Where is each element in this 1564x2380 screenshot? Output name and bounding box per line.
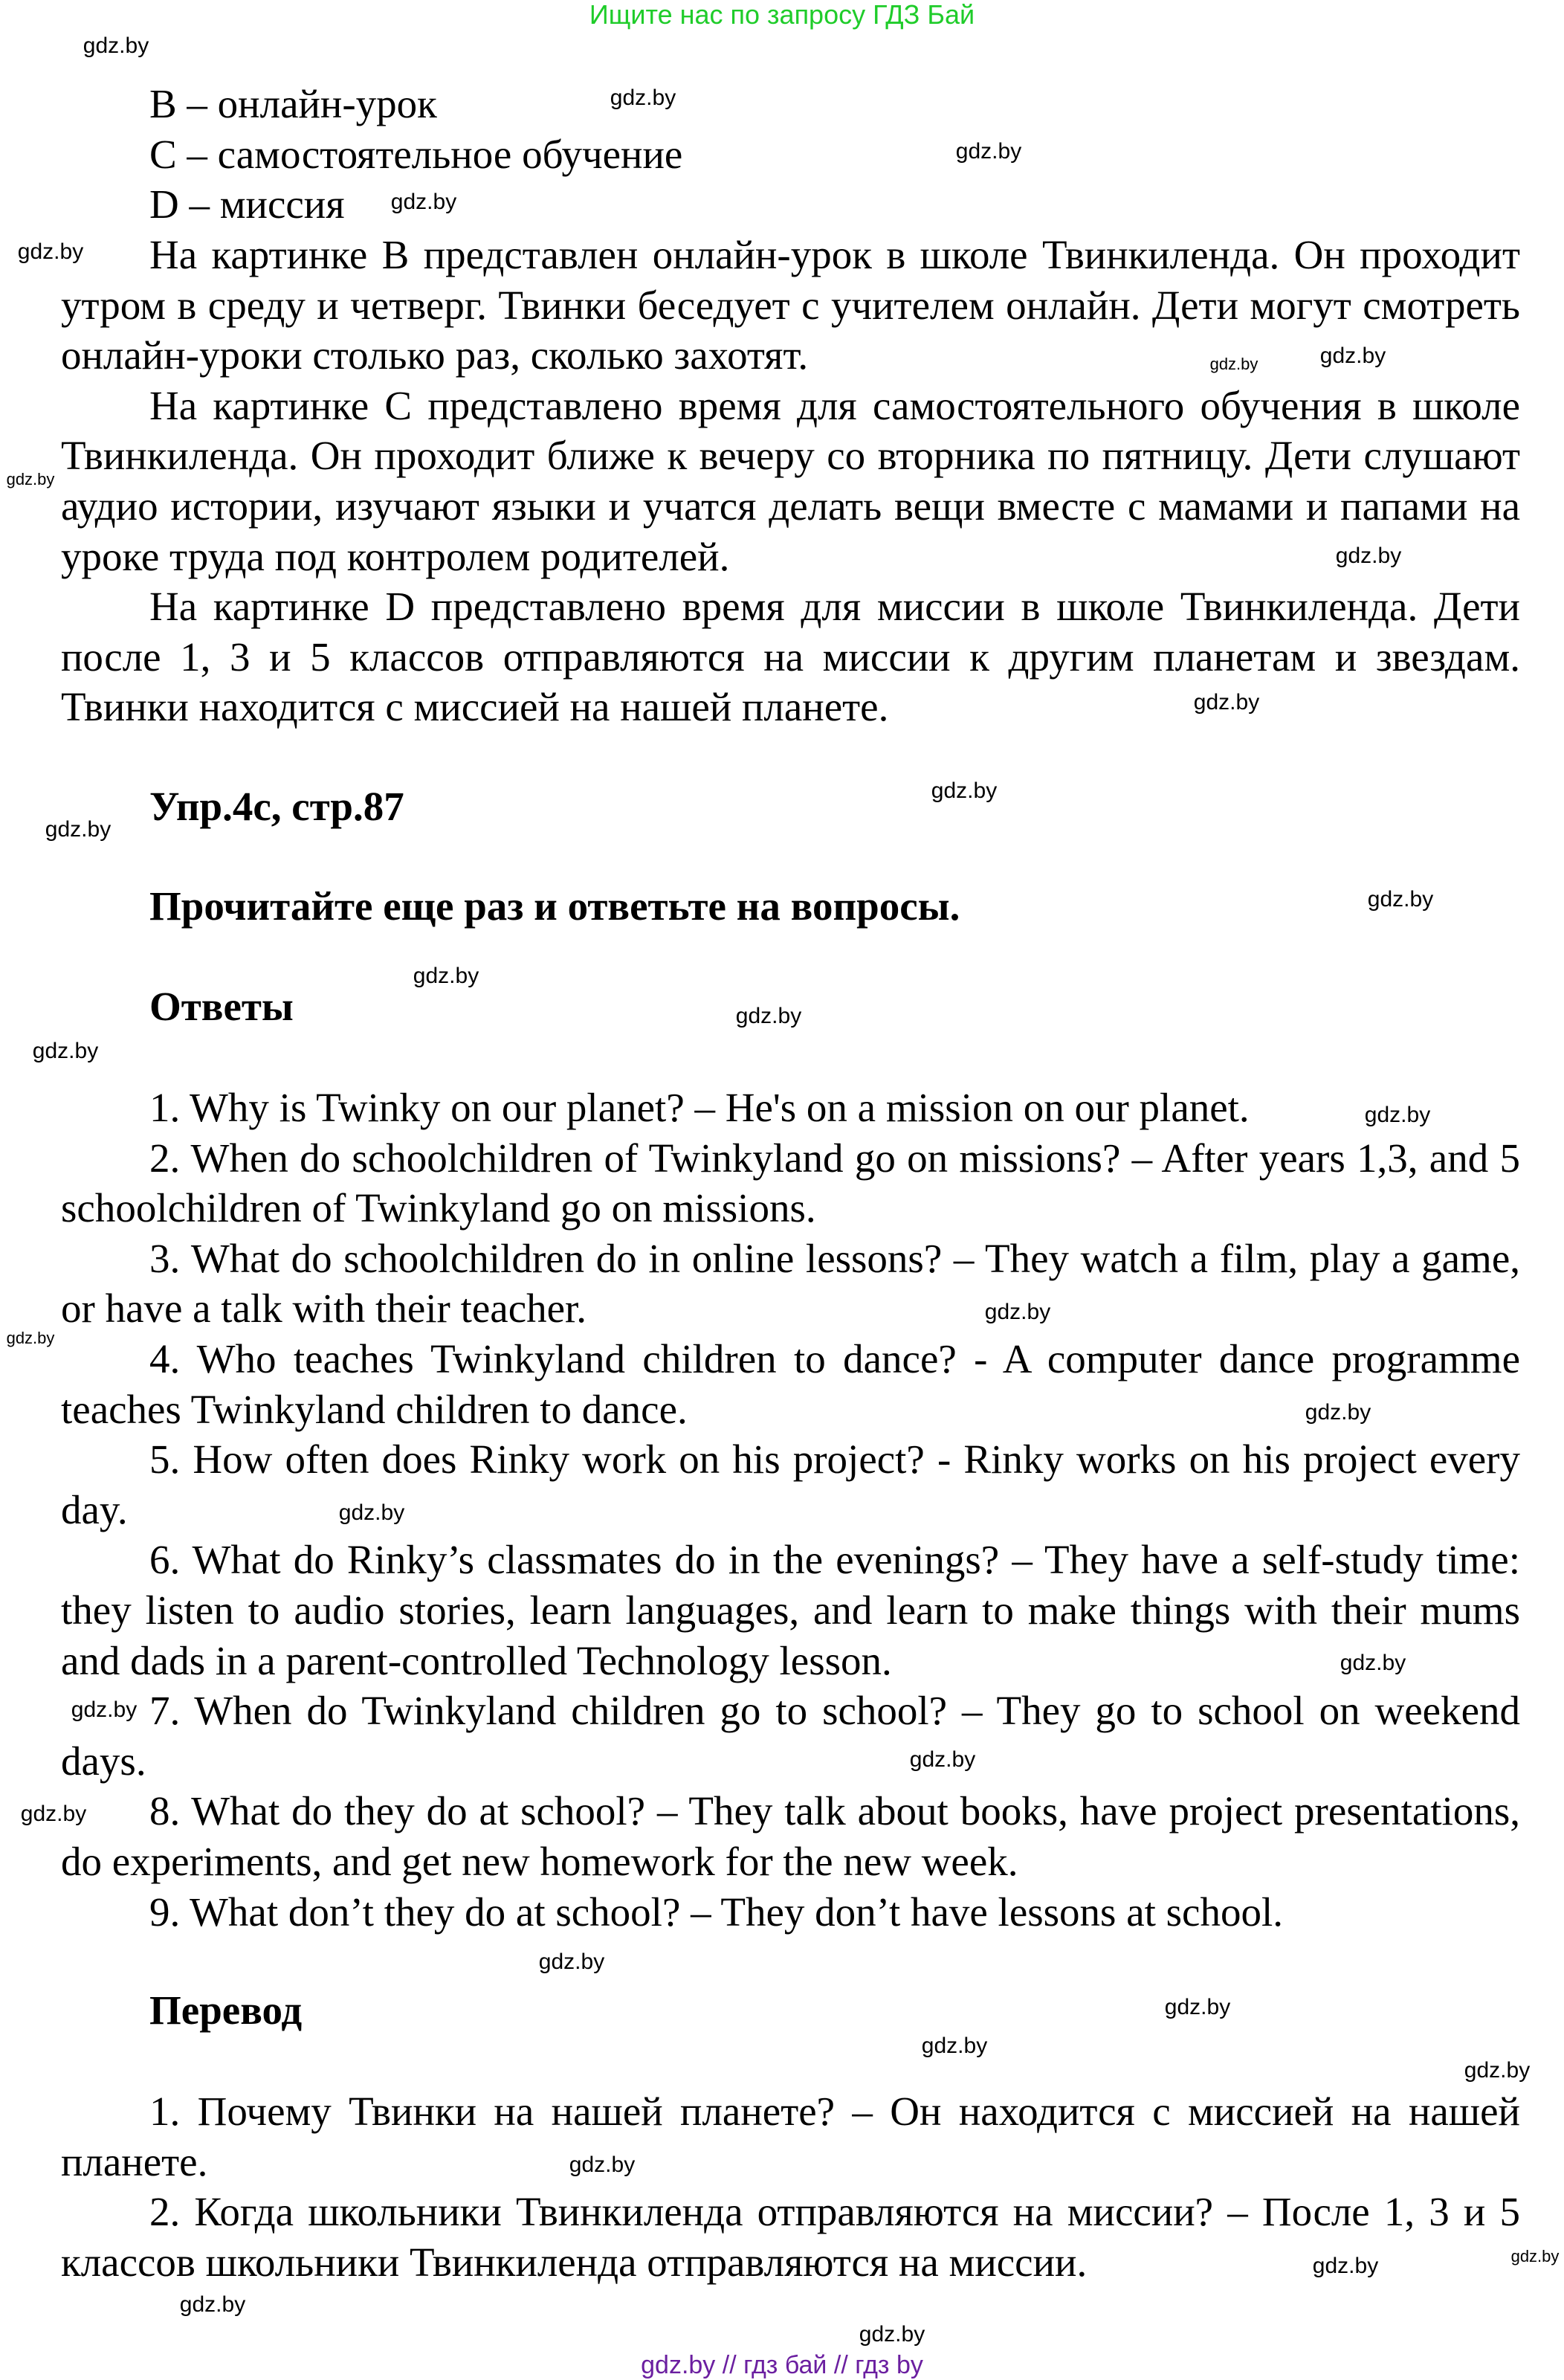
watermark: gdz.by [6, 1329, 55, 1347]
watermark: gdz.by [1164, 1995, 1231, 2019]
answer-item: 5. How often does Rinky work on his project? - Rinky works on his project every day. [61, 1436, 1520, 1532]
paragraph-picture-b: На картинке B представлен онлайн-урок в школе Твинкиленда. Он проходит утром в среду и четверг. Твинки беседует с учителем онлайн. Дети могут смотреть онлайн-уроки столько раз, сколько захотят. [61, 232, 1520, 378]
watermark: gdz.by [390, 190, 457, 214]
answer-item: 4. Who teaches Twinkyland children to dance? - A computer dance programme teaches Twinkyland children to dance. [61, 1335, 1520, 1432]
footer-links[interactable]: gdz.by // гдз бай // гдз by [641, 2351, 923, 2379]
legend-item-b: B – онлайн-урок [149, 81, 437, 126]
answer-item: 1. Why is Twinky on our planet? – He's on a mission on our planet. [149, 1085, 1250, 1130]
answer-item: 6. What do Rinky’s classmates do in the evenings? – They have a self-study time: they listen to audio stories, learn languages, and learn to make things with their mums and dads in a parent-controlled Technology lesson. [61, 1537, 1520, 1683]
translation-item: 2. Когда школьники Твинкиленда отправляются на миссии? – После 1, 3 и 5 классов школьники Твинкиленда отправляются на миссии. [61, 2189, 1520, 2285]
watermark: gdz.by [1209, 355, 1258, 373]
answer-item: 2. When do schoolchildren of Twinkyland go on missions? – After years 1,3, and 5 schoolchildren of Twinkyland go on missions. [61, 1135, 1520, 1231]
watermark: gdz.by [931, 778, 998, 803]
watermark: gdz.by [1305, 1400, 1371, 1425]
description-text [61, 230, 1520, 732]
watermark: gdz.by [538, 1950, 605, 1974]
watermark: gdz.by [179, 2292, 246, 2317]
watermark: gdz.by [71, 1697, 138, 1722]
watermark: gdz.by [1510, 2247, 1560, 2265]
watermark: gdz.by [1340, 1651, 1406, 1675]
watermark: gdz.by [20, 1802, 87, 1826]
watermark: gdz.by [17, 239, 84, 264]
translation-heading: Перевод [149, 1987, 303, 2033]
exercise-title: Упр.4с, стр.87 [149, 784, 404, 829]
answer-item: 9. What don’t they do at school? – They don’t have lessons at school. [149, 1889, 1283, 1935]
watermark: gdz.by [921, 2034, 988, 2058]
answer-item: 7. When do Twinkyland children go to school? – They go to school on weekend days. [61, 1688, 1520, 1784]
answers-heading: Ответы [149, 984, 294, 1029]
translations-list [61, 2086, 1520, 2287]
paragraph-picture-c: На картинке C представлено время для самостоятельного обучения в школе Твинкиленда. Он проходит ближе к вечеру со вторника по пятницу. Дети слушают аудио истории, изучают языки и учатся делать вещи вместе с мамами и папами на уроке труда под контролем родителей. [61, 382, 1520, 579]
watermark: gdz.by [955, 139, 1022, 164]
watermark: gdz.by [1193, 690, 1260, 715]
search-banner: Ищите нас по запросу ГДЗ Бай [589, 0, 975, 30]
watermark: gdz.by [1367, 887, 1434, 912]
paragraph-picture-d: На картинке D представлено время для миссии в школе Твинкиленда. Дети после 1, 3 и 5 классов отправляются на миссии к другим планетам и звездам. Твинки находится с миссией на нашей планете. [61, 584, 1520, 730]
legend-item-c: C – самостоятельное обучение [149, 131, 683, 177]
answers-list [61, 1083, 1520, 1937]
watermark: gdz.by [6, 470, 55, 488]
answer-item: 8. What do they do at school? – They talk about books, have project presentations, do experiments, and get new homework for the new week. [61, 1788, 1520, 1884]
watermark: gdz.by [1312, 2254, 1379, 2278]
watermark: gdz.by [32, 1039, 99, 1063]
exercise-instruction: Прочитайте еще раз и ответьте на вопросы. [149, 883, 960, 929]
watermark: gdz.by [909, 1747, 976, 1772]
legend-item-d: D – миссия [149, 181, 345, 228]
watermark: gdz.by [83, 33, 149, 58]
watermark: gdz.by [859, 2322, 925, 2347]
watermark: gdz.by [984, 1300, 1051, 1324]
watermark: gdz.by [413, 964, 479, 988]
translation-item: 1. Почему Твинки на нашей планете? – Он находится с миссией на нашей планете. [61, 2089, 1520, 2184]
watermark: gdz.by [45, 817, 112, 842]
watermark: gdz.by [1364, 1103, 1431, 1127]
watermark: gdz.by [338, 1500, 405, 1525]
answer-item: 3. What do schoolchildren do in online lessons? – They watch a film, play a game, or have a talk with their teacher. [61, 1235, 1520, 1332]
watermark: gdz.by [1335, 544, 1402, 568]
watermark: gdz.by [610, 86, 676, 110]
watermark: gdz.by [1319, 344, 1386, 368]
watermark: gdz.by [1464, 2058, 1531, 2083]
watermark: gdz.by [735, 1004, 802, 1028]
watermark: gdz.by [569, 2152, 636, 2177]
